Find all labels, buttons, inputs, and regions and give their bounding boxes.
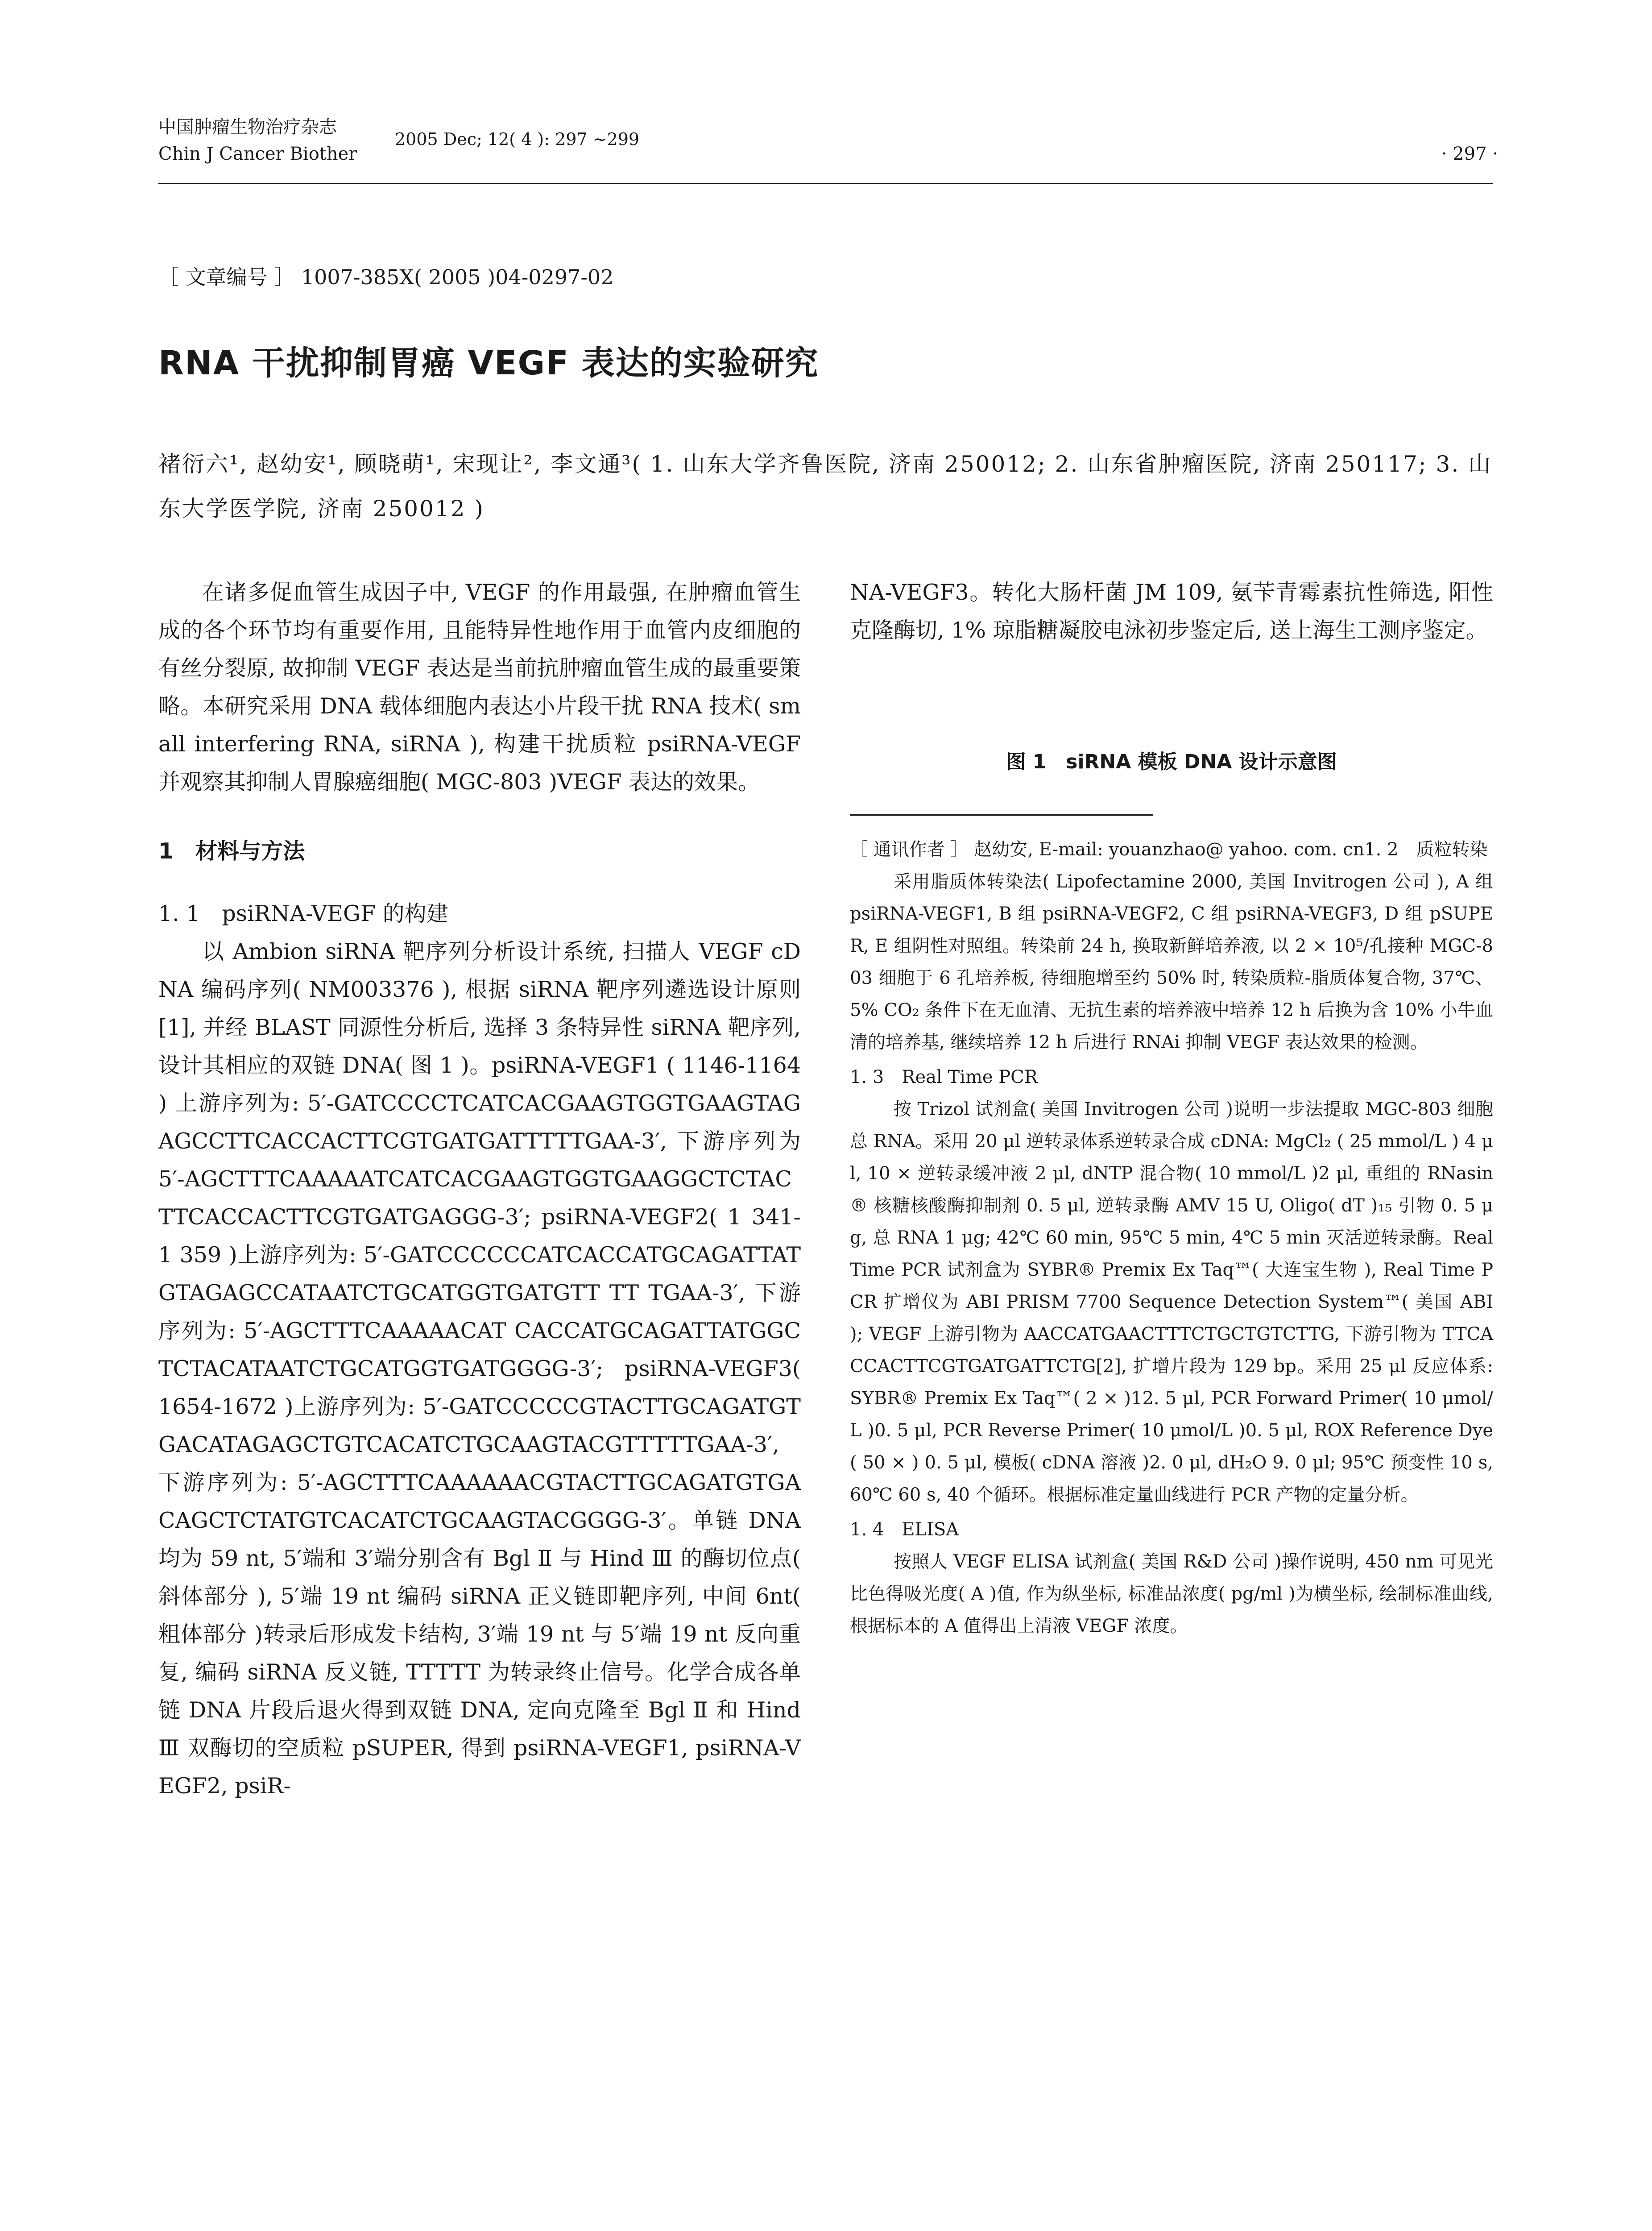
figure-area	[850, 649, 1493, 743]
body-paragraph: 以 Ambion siRNA 靶序列分析设计系统, 扫描人 VEGF cDNA 编码序列( NM003376 ), 根据 siRNA 靶序列遴选设计原则[1], 并经 BLAST 同源性分析后, 选择 3 条特异性 siRNA 靶序列, 设计其相应的双链 DNA( 图 1 )。psiRNA-VEGF1 ( 1146-1164 ) 上游序列为: 5′-GATCCCCTCATCACGAAGTGGTGAAGTAGAGCCTTCACCACTTCGTGATGATTTTTGAA-3′, 下游序列为 5′-AGCTTTCAAAAATCATCACGAAGTGGTGAAGGCTCTACTTCACCACTTCGTGATGAGGG-3′; psiRNA-VEGF2( 1 341-1 359 )上游序列为: 5′-GATCCCCCCATCACCATGCAGATTATGTAGAGCCATAATCTGCATGGTGATGTT TT TGAA-3′, 下游序列为: 5′-AGCTTTCAAAAACAT CACCATGCAGATTATGGCTCTACATAATCTGCATGGTGATGGGG-3′; psiRNA-VEGF3( 1654-1672 )上游序列为: 5′-GATCCCCCGTACTTGCAGATGTGACATAGAGCTGTCACATCTGCAAGTACGTTTTTGAA-3′, 下游序列为: 5′-AGCTTTCAAAAAACGTACTTGCAGATGTGACAGCTCTATGTCACATCTGCAAGTACGGGG-3′。单链 DNA 均为 59 nt, 5′端和 3′端分别含有 Bgl Ⅱ 与 Hind Ⅲ 的酶切位点( 斜体部分 ), 5′端 19 nt 编码 siRNA 正义链即靶序列, 中间 6nt( 粗体部分 )转录后形成发卡结构, 3′端 19 nt 与 5′端 19 nt 反向重复, 编码 siRNA 反义链, TTTTT 为转录终止信号。化学合成各单链 DNA 片段后退火得到双链 DNA, 定向克隆至 Bgl Ⅱ 和 Hind Ⅲ 双酶切的空质粒 pSUPER, 得到 psiRNA-VEGF1, psiRNA-VEGF2, psiR-	[158, 939, 801, 1799]
intro-paragraph: 在诸多促血管生成因子中, VEGF 的作用最强, 在肿瘤血管生成的各个环节均有重要作用, 且能特异性地作用于血管内皮细胞的有丝分裂原, 故抑制 VEGF 表达是当前抗肿瘤血管生成的最重要策略。本研究采用 DNA 载体细胞内表达小片段干扰 RNA 技术( small interfering RNA, siRNA ), 构建干扰质粒 psiRNA-VEGF 并观察其抑制人胃腺癌细胞( MGC-803 )VEGF 表达的效果。	[158, 580, 801, 795]
left-column	[158, 573, 801, 1805]
section-heading-methods: 1 材料与方法	[158, 838, 305, 864]
body-paragraph: NA-VEGF3。转化大肠杆菌 JM 109, 氨苄青霉素抗性筛选, 阳性克隆酶切, 1% 琼脂糖凝胶电泳初步鉴定后, 送上海生工测序鉴定。	[850, 580, 1493, 643]
subsection-heading: 1. 1 psiRNA-VEGF 的构建	[158, 901, 448, 926]
paper-title: RNA 干扰抑制胃癌 VEGF 表达的实验研究	[158, 344, 819, 382]
small-text-block	[850, 834, 1493, 1642]
article-number-label: ［ 文章编号 ］	[158, 265, 295, 289]
body-paragraph: 采用脂质体转染法( Lipofectamine 2000, 美国 Invitrogen 公司 ), A 组 psiRNA-VEGF1, B 组 psiRNA-VEGF2, C 组 psiRNA-VEGF3, D 组 pSUPER, E 组阴性对照组。转染前 24 h, 换取新鲜培养液, 以 2 × 10⁵/孔接种 MGC-803 细胞于 6 孔培养板, 待细胞增至约 50% 时, 转染质粒-脂质体复合物, 37℃、5% CO₂ 条件下在无血清、无抗生素的培养液中培养 12 h 后换为含 10% 小牛血清的培养基, 继续培养 12 h 后进行 RNAi 抑制 VEGF 表达效果的检测。	[850, 871, 1493, 1053]
issue-info: 2005 Dec; 12( 4 ): 297 ~299	[395, 129, 640, 149]
figure-caption: 图 1 siRNA 模板 DNA 设计示意图	[1006, 751, 1337, 773]
article-number-value: 1007-385X( 2005 )04-0297-02	[301, 265, 614, 289]
subsection-heading: 1. 3 Real Time PCR	[850, 1067, 1038, 1087]
journal-name-cn: 中国肿瘤生物治疗杂志	[158, 117, 337, 137]
subsection-heading: 1. 4 ELISA	[850, 1519, 959, 1540]
header-rule	[158, 183, 1493, 184]
body-paragraph: 按照人 VEGF ELISA 试剂盒( 美国 R&D 公司 )操作说明, 450 nm 可见光比色得吸光度( A )值, 作为纵坐标, 标准品浓度( pg/ml )为横坐标, 绘制标准曲线, 根据标本的 A 值得出上清液 VEGF 浓度。	[850, 1551, 1493, 1636]
journal-name-en: Chin J Cancer Biother	[158, 144, 357, 164]
article-number	[158, 261, 613, 290]
page-number: · 297 ·	[1441, 144, 1498, 164]
body-paragraph: 按 Trizol 试剂盒( 美国 Invitrogen 公司 )说明一步法提取 MGC-803 细胞总 RNA。采用 20 μl 逆转录体系逆转录合成 cDNA: MgCl₂ ( 25 mmol/L ) 4 μl, 10 × 逆转录缓冲液 2 μl, dNTP 混合物( 10 mmol/L )2 μl, 重组的 RNasin® 核糖核酸酶抑制剂 0. 5 μl, 逆转录酶 AMV 15 U, Oligo( dT )₁₅ 引物 0. 5 μg, 总 RNA 1 μg; 42℃ 60 min, 95℃ 5 min, 4℃ 5 min 灭活逆转录酶。Real Time PCR 试剂盒为 SYBR® Premix Ex Taq™( 大连宝生物 ), Real Time PCR 扩增仪为 ABI PRISM 7700 Sequence Detection System™( 美国 ABI ); VEGF 上游引物为 AACCATGAACTTTCTGCTGTCTTG, 下游引物为 TTCACCACTTCGTGATGATTCTG[2], 扩增片段为 129 bp。采用 25 μl 反应体系: SYBR® Premix Ex Taq™( 2 × )12. 5 μl, PCR Forward Primer( 10 μmol/L )0. 5 μl, PCR Reverse Primer( 10 μmol/L )0. 5 μl, ROX Reference Dye( 50 × ) 0. 5 μl, 模板( cDNA 溶液 )2. 0 μl, dH₂O 9. 0 μl; 95℃ 预变性 10 s, 60℃ 60 s, 40 个循环。根据标准定量曲线进行 PCR 产物的定量分析。	[850, 1099, 1493, 1505]
journal-name	[158, 114, 357, 167]
footnote-rule	[850, 814, 1153, 816]
right-column	[850, 573, 1493, 1642]
corresponding-author-label: ［ 通讯作者 ］	[850, 839, 969, 860]
corresponding-author	[850, 834, 1493, 866]
author-affiliations: 褚衍六¹, 赵幼安¹, 顾晓萌¹, 宋现让², 李文通³( 1. 山东大学齐鲁医院, 济南 250012; 2. 山东省肿瘤医院, 济南 250117; 3. 山东大学医学院, 济南 250012 )	[158, 451, 1492, 522]
corresponding-author-text: 赵幼安, E-mail: youanzhao@ yahoo. com. cn1. 2 质粒转染	[974, 839, 1488, 860]
